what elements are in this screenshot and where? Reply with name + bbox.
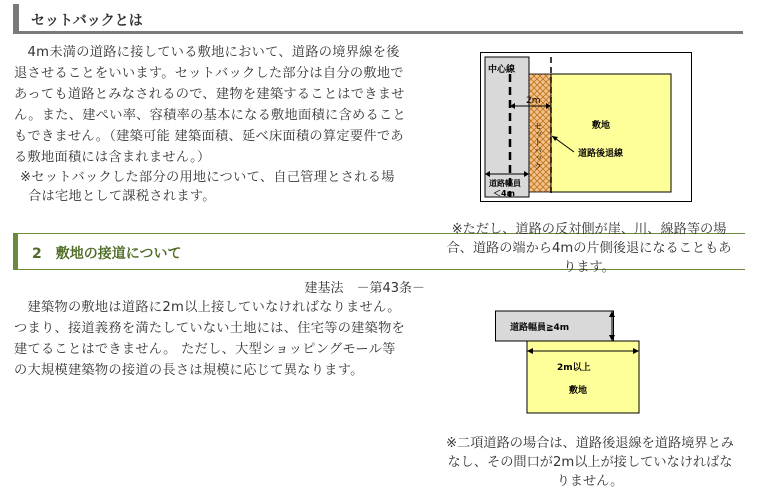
body-line: の大規模建築物の接道の長さは規模に応じて異なります。 — [14, 363, 364, 378]
width-label: 2m — [526, 96, 541, 106]
lot-area — [527, 341, 639, 413]
setback-diagram — [480, 52, 692, 202]
body-line: 建築物の敷地は道路に2m以上接していなければなりません。 — [14, 300, 401, 315]
section-heading-setback — [13, 4, 743, 34]
note-line: 合、道路の端から4mの片側後退になることもあ — [446, 241, 732, 256]
road-area — [485, 57, 529, 197]
body-line: もできません。（建築可能 建築面積、延べ床面積の算定要件であ — [14, 129, 404, 144]
center-line-label: 中心線 — [488, 65, 516, 75]
section-title: 2 敷地の接道について — [32, 246, 182, 262]
road-access-figure-note — [420, 434, 759, 491]
road-label: 道路幅員≧4m — [510, 323, 570, 333]
body-line: あっても道路とみなされるので、建物を建築することはできませ — [14, 87, 405, 102]
lot-label: 敷地 — [569, 386, 588, 396]
frontage-label: 2m以上 — [557, 363, 591, 373]
road-width-value: ＜4m — [493, 189, 515, 198]
note-line: 合は宅地として課税されます。 — [28, 189, 216, 204]
note-line: りません。 — [556, 474, 624, 489]
law-reference: 建基法 －第43条－ — [304, 281, 425, 296]
note-line: ります。 — [563, 260, 615, 275]
road-access-diagram — [495, 308, 645, 418]
body-line: 4m未満の道路に接している敷地において、道路の境界線を後 — [14, 45, 400, 60]
road-width-label: 道路幅員 — [489, 179, 521, 188]
road-access-description — [14, 297, 434, 381]
body-line: る敷地面積には含まれません。） — [14, 150, 211, 165]
body-line: つまり、接道義務を満たしていない土地には、住宅等の建築物を — [14, 321, 406, 336]
lot-label: 敷地 — [592, 121, 611, 131]
body-line: 建てることはできません。 ただし、大型ショッピングモール等 — [14, 342, 396, 357]
note-line: ※二項道路の場合は、道路後退線を道路境界とみ — [446, 436, 734, 451]
note-line: ※ただし、道路の反対側が崖、川、線路等の場 — [451, 222, 727, 237]
setback-tax-note — [20, 168, 420, 206]
body-line: ん。また、建ぺい率、容積率の基本になる敷地面積に含めること — [14, 108, 406, 123]
setback-label: セットバック — [533, 122, 543, 170]
setback-figure-note — [430, 220, 748, 277]
note-line: ※セットバックした部分の用地について、自己管理とされる場 — [20, 170, 395, 185]
setback-description — [14, 42, 434, 168]
note-line: なし、その間口が2m以上が接していなければな — [447, 455, 733, 470]
lot-area — [551, 74, 671, 192]
setback-line-label: 道路後退線 — [578, 149, 624, 159]
body-line: 退させることをいいます。セットバックした部分は自分の敷地で — [14, 66, 404, 81]
section-title: セットバックとは — [31, 13, 143, 29]
